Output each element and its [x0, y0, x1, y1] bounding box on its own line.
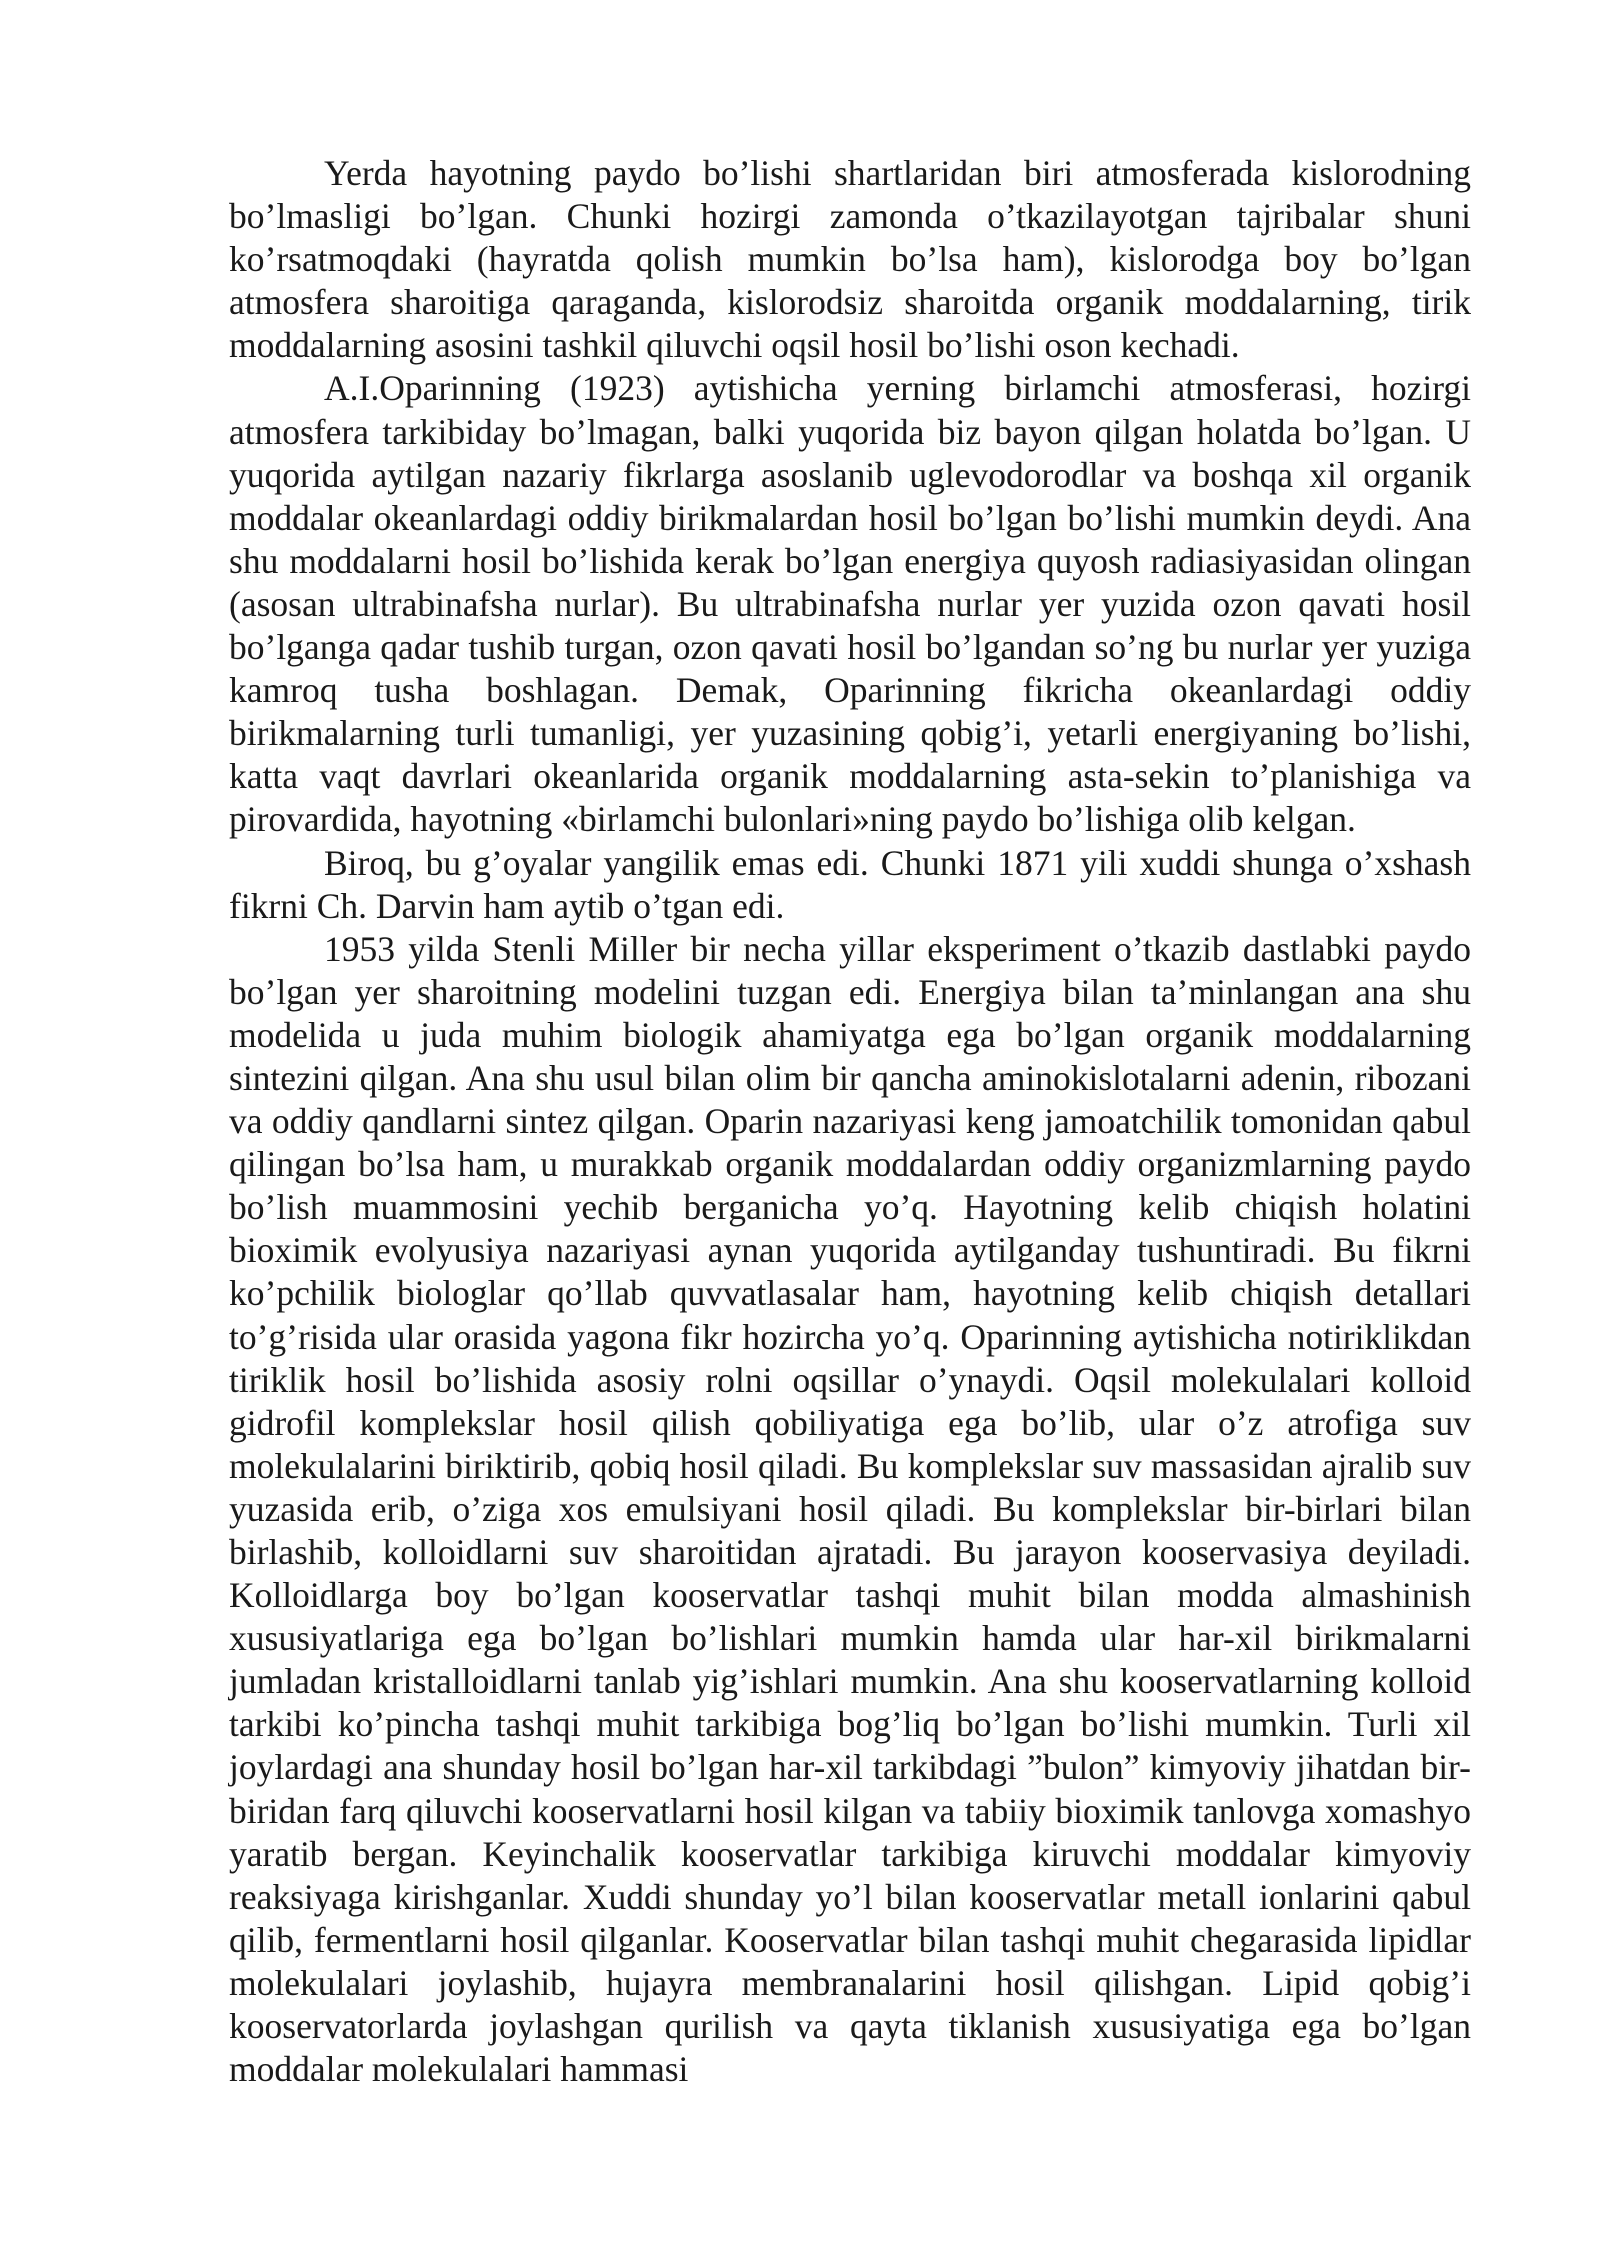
- paragraph-miller-experiment: 1953 yilda Stenli Miller bir necha yillar eksperiment o’tkazib dastlabki paydo bo’lgan yer sharoitning modelini tuzgan edi. Energiya bilan ta’minlangan ana shu modelida u juda muhim biologik ahamiyatga ega bo’lgan organik moddalarning sintezini qilgan. Ana shu usul bilan olim bir qancha aminokislotalarni adenin, ribozani va oddiy qandlarni sintez qilgan. Oparin nazariyasi keng jamoatchilik tomonidan qabul qilingan bo’lsa ham, u murakkab organik moddalardan oddiy organizmlarning paydo bo’lish muammosini yechib berganicha yo’q. Hayotning kelib chiqish holatini bioximik evolyusiya nazariyasi aynan yuqorida aytilganday tushuntiradi. Bu fikrni ko’pchilik biologlar qo’llab quvvatlasalar ham, hayotning kelib chiqish detallari to’g’risida ular orasida yagona fikr hozircha yo’q. Oparinning aytishicha notiriklikdan tiriklik hosil bo’lishida asosiy rolni oqsillar o’ynaydi. Oqsil molekulalari kolloid gidrofil komplekslar hosil qilish qobiliyatiga ega bo’lib, ular o’z atrofiga suv molekulalarini biriktirib, qobiq hosil qiladi. Bu komplekslar suv massasidan ajralib suv yuzasida erib, o’ziga xos emulsiyani hosil qiladi. Bu komplekslar bir-birlari bilan birlashib, kolloidlarni suv sharoitidan ajratadi. Bu jarayon kooservasiya deyiladi. Kolloidlarga boy bo’lgan kooservatlar tashqi muhit bilan modda almashinish xususiyatlariga ega bo’lgan bo’lishlari mumkin hamda ular har-xil birikmalarni jumladan kristalloidlarni tanlab yig’ishlari mumkin. Ana shu kooservatlarning kolloid tarkibi ko’pincha tashqi muhit tarkibiga bog’liq bo’lgan bo’lishi mumkin. Turli xil joylardagi ana shunday hosil bo’lgan har-xil tarkibdagi ”bulon” kimyoviy jihatdan bir-biridan farq qiluvchi kooservatlarni hosil kilgan va tabiiy bioximik tanlovga xomashyo yaratib bergan. Keyinchalik kooservatlar tarkibiga kiruvchi moddalar kimyoviy reaksiyaga kirishganlar. Xuddi shunday yo’l bilan kooservatlar metall ionlarini qabul qilib, fermentlarni hosil qilganlar. Kooservatlar bilan tashqi muhit chegarasida lipidlar molekulalari joylashib, hujayra membranalarini hosil qilishgan. Lipid qobig’i kooservatorlarda joylashgan qurilish va qayta tiklanish xususiyatiga ega bo’lgan moddalar molekulalari hammasi: [229, 928, 1471, 2090]
- paragraph-darwin-note: Biroq, bu g’oyalar yangilik emas edi. Chunki 1871 yili xuddi shunga o’xshash fikrni Ch. Darvin ham aytib o’tgan edi.: [229, 842, 1471, 926]
- document-page: [229, 152, 1471, 2091]
- paragraph-life-origin-conditions: Yerda hayotning paydo bo’lishi shartlaridan biri atmosferada kislorodning bo’lmasligi bo’lgan. Chunki hozirgi zamonda o’tkazilayotgan tajribalar shuni ko’rsatmoqdaki (hayratda qolish mumkin bo’lsa ham), kislorodga boy bo’lgan atmosfera sharoitiga qaraganda, kislorodsiz sharoitda organik moddalarning, tirik moddalarning asosini tashkil qiluvchi oqsil hosil bo’lishi oson kechadi.: [229, 153, 1471, 366]
- paragraph-oparin-theory: A.I.Oparinning (1923) aytishicha yerning birlamchi atmosferasi, hozirgi atmosfera tarkibiday bo’lmagan, balki yuqorida biz bayon qilgan holatda bo’lgan. U yuqorida aytilgan nazariy fikrlarga asoslanib uglevodorodlar va boshqa xil organik moddalar okeanlardagi oddiy birikmalardan hosil bo’lgan bo’lishi mumkin deydi. Ana shu moddalarni hosil bo’lishida kerak bo’lgan energiya quyosh radiasiyasidan olingan (asosan ultrabinafsha nurlar). Bu ultrabinafsha nurlar yer yuzida ozon qavati hosil bo’lganga qadar tushib turgan, ozon qavati hosil bo’lgandan so’ng bu nurlar yer yuziga kamroq tusha boshlagan. Demak, Oparinning fikricha okeanlardagi oddiy birikmalarning turli tumanligi, yer yuzasining qobig’i, yetarli energiyaning bo’lishi, katta vaqt davrlari okeanlarida organik moddalarning asta-sekin to’planishiga va pirovardida, hayotning «birlamchi bulonlari»ning paydo bo’lishiga olib kelgan.: [229, 368, 1471, 840]
